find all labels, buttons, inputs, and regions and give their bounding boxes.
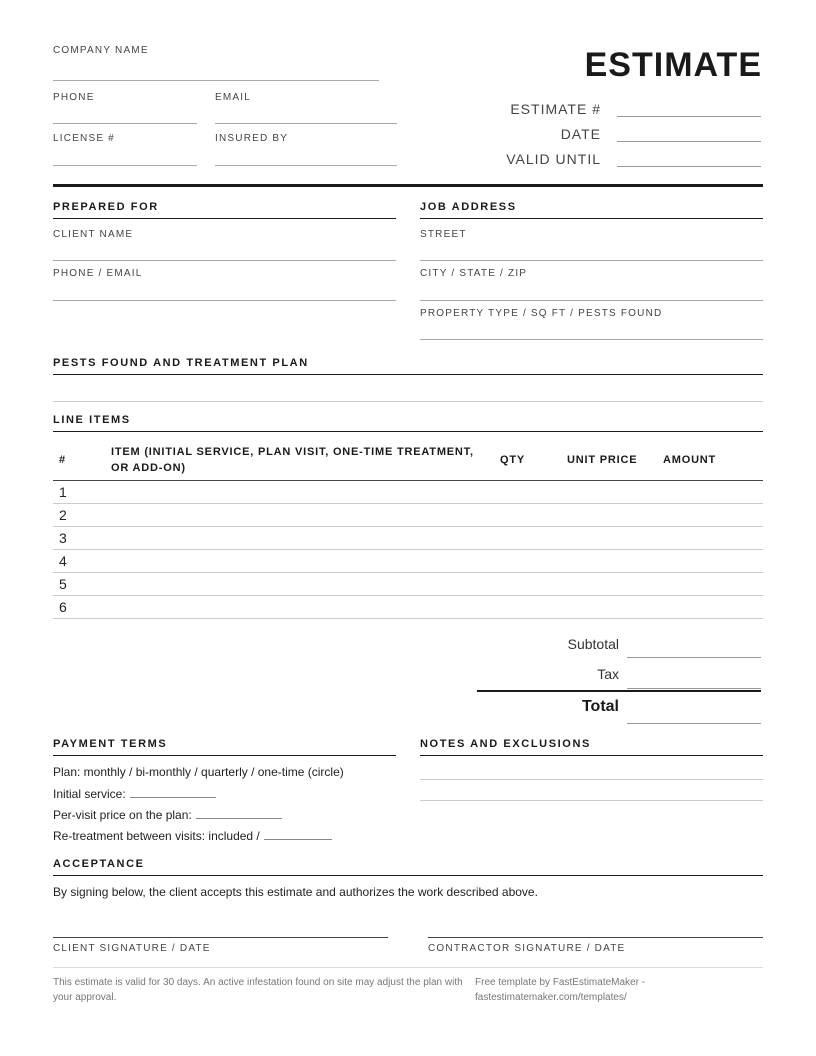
qty-cell[interactable]: [500, 504, 567, 527]
valid-until-row: [461, 151, 761, 167]
client-signature-label: CLIENT SIGNATURE / DATE: [53, 943, 211, 954]
per-visit-row: [53, 808, 282, 822]
payment-terms-section: [53, 738, 396, 756]
line-items-section: [53, 414, 763, 432]
estimate-number-label: ESTIMATE #: [510, 101, 601, 117]
company-name-field[interactable]: [53, 80, 379, 81]
prepared-for-section: [53, 201, 396, 219]
validity-note: This estimate is valid for 30 days. An active infestation found on site may adjust the plan with your approval.: [53, 977, 463, 1003]
tax-label: Tax: [597, 666, 619, 682]
column-header-unit-price: UNIT PRICE: [567, 440, 663, 481]
street-field[interactable]: [420, 260, 763, 261]
qty-cell[interactable]: [500, 481, 567, 504]
unit-price-cell[interactable]: [567, 527, 663, 550]
item-cell[interactable]: [111, 573, 500, 596]
line-items-table: [53, 440, 763, 619]
qty-cell[interactable]: [500, 527, 567, 550]
column-header-item: ITEM (INITIAL SERVICE, PLAN VISIT, ONE-TIME TREATMENT, OR ADD-ON): [111, 440, 500, 481]
insured-by-label: INSURED BY: [215, 133, 289, 144]
license-label: LICENSE #: [53, 133, 115, 144]
client-name-field[interactable]: [53, 260, 396, 261]
subtotal-field[interactable]: [627, 657, 761, 658]
client-signature-field[interactable]: [53, 937, 388, 938]
row-number: 5: [53, 573, 111, 596]
initial-service-row: [53, 787, 216, 801]
total-label: Total: [581, 698, 619, 715]
company-name-label: COMPANY NAME: [53, 45, 149, 56]
item-cell[interactable]: [111, 504, 500, 527]
per-visit-field[interactable]: [196, 809, 282, 819]
amount-cell[interactable]: [663, 596, 763, 619]
phone-label: PHONE: [53, 92, 95, 103]
date-row: [461, 126, 761, 142]
notes-line-1[interactable]: [420, 779, 763, 780]
column-header-amount: AMOUNT: [663, 440, 763, 481]
initial-service-label: Initial service:: [53, 787, 126, 801]
valid-until-label: VALID UNTIL: [506, 151, 601, 167]
qty-cell[interactable]: [500, 596, 567, 619]
job-address-section: [420, 201, 763, 219]
table-row: [53, 504, 763, 527]
total-divider: [477, 690, 761, 692]
row-number: 1: [53, 481, 111, 504]
table-header-row: [53, 440, 763, 481]
retreatment-row: [53, 829, 332, 843]
template-credit: Free template by FastEstimateMaker - fastestimatemaker.com/templates/: [475, 977, 646, 1003]
item-cell[interactable]: [111, 596, 500, 619]
column-header-number: #: [53, 440, 111, 481]
item-cell[interactable]: [111, 481, 500, 504]
acceptance-heading: ACCEPTANCE: [53, 858, 763, 876]
street-label: STREET: [420, 229, 467, 240]
item-cell[interactable]: [111, 550, 500, 573]
unit-price-cell[interactable]: [567, 573, 663, 596]
row-number: 2: [53, 504, 111, 527]
table-row: [53, 596, 763, 619]
unit-price-cell[interactable]: [567, 596, 663, 619]
client-phone-email-label: PHONE / EMAIL: [53, 268, 143, 279]
amount-cell[interactable]: [663, 481, 763, 504]
row-number: 3: [53, 527, 111, 550]
acceptance-text: By signing below, the client accepts this estimate and authorizes the work described above.: [53, 885, 538, 899]
job-address-heading: JOB ADDRESS: [420, 201, 763, 219]
contractor-signature-label: CONTRACTOR SIGNATURE / DATE: [428, 943, 626, 954]
contractor-signature-field[interactable]: [428, 937, 763, 938]
item-cell[interactable]: [111, 527, 500, 550]
unit-price-cell[interactable]: [567, 550, 663, 573]
amount-cell[interactable]: [663, 527, 763, 550]
amount-cell[interactable]: [663, 504, 763, 527]
city-state-zip-label: CITY / STATE / ZIP: [420, 268, 528, 279]
footer-divider: [53, 967, 763, 968]
insured-by-field[interactable]: [215, 165, 397, 166]
notes-line-2[interactable]: [420, 800, 763, 801]
estimate-number-row: [461, 101, 761, 117]
property-field[interactable]: [420, 339, 763, 340]
amount-cell[interactable]: [663, 573, 763, 596]
estimate-number-field[interactable]: [617, 105, 761, 117]
amount-cell[interactable]: [663, 550, 763, 573]
valid-until-field[interactable]: [617, 155, 761, 167]
email-field[interactable]: [215, 123, 397, 124]
phone-field[interactable]: [53, 123, 197, 124]
document-title: ESTIMATE: [584, 46, 762, 84]
prepared-for-heading: PREPARED FOR: [53, 201, 396, 219]
treatment-plan-heading: PESTS FOUND AND TREATMENT PLAN: [53, 357, 763, 375]
table-row: [53, 573, 763, 596]
date-field[interactable]: [617, 130, 761, 142]
email-label: EMAIL: [215, 92, 252, 103]
treatment-plan-field[interactable]: [53, 401, 763, 402]
payment-terms-heading: PAYMENT TERMS: [53, 738, 396, 756]
qty-cell[interactable]: [500, 573, 567, 596]
per-visit-label: Per-visit price on the plan:: [53, 808, 192, 822]
column-header-qty: QTY: [500, 440, 567, 481]
unit-price-cell[interactable]: [567, 481, 663, 504]
notes-section: [420, 738, 763, 756]
line-items-heading: LINE ITEMS: [53, 414, 763, 432]
retreatment-label: Re-treatment between visits: included /: [53, 829, 260, 843]
tax-field[interactable]: [627, 688, 761, 689]
table-row: [53, 527, 763, 550]
initial-service-field[interactable]: [130, 788, 216, 798]
notes-heading: NOTES AND EXCLUSIONS: [420, 738, 763, 756]
license-field[interactable]: [53, 165, 197, 166]
table-row: [53, 550, 763, 573]
acceptance-section: [53, 858, 763, 876]
total-field[interactable]: [627, 723, 761, 724]
row-number: 6: [53, 596, 111, 619]
treatment-plan-section: [53, 357, 763, 375]
qty-cell[interactable]: [500, 550, 567, 573]
plan-frequency-text: Plan: monthly / bi-monthly / quarterly / one-time (circle): [53, 765, 344, 779]
header-divider: [53, 184, 763, 187]
retreatment-field[interactable]: [264, 830, 332, 840]
property-label: PROPERTY TYPE / SQ FT / PESTS FOUND: [420, 308, 663, 319]
client-name-label: CLIENT NAME: [53, 229, 134, 240]
client-phone-email-field[interactable]: [53, 300, 396, 301]
unit-price-cell[interactable]: [567, 504, 663, 527]
date-label: DATE: [560, 126, 601, 142]
subtotal-label: Subtotal: [567, 636, 619, 652]
table-row: [53, 481, 763, 504]
city-state-zip-field[interactable]: [420, 300, 763, 301]
row-number: 4: [53, 550, 111, 573]
